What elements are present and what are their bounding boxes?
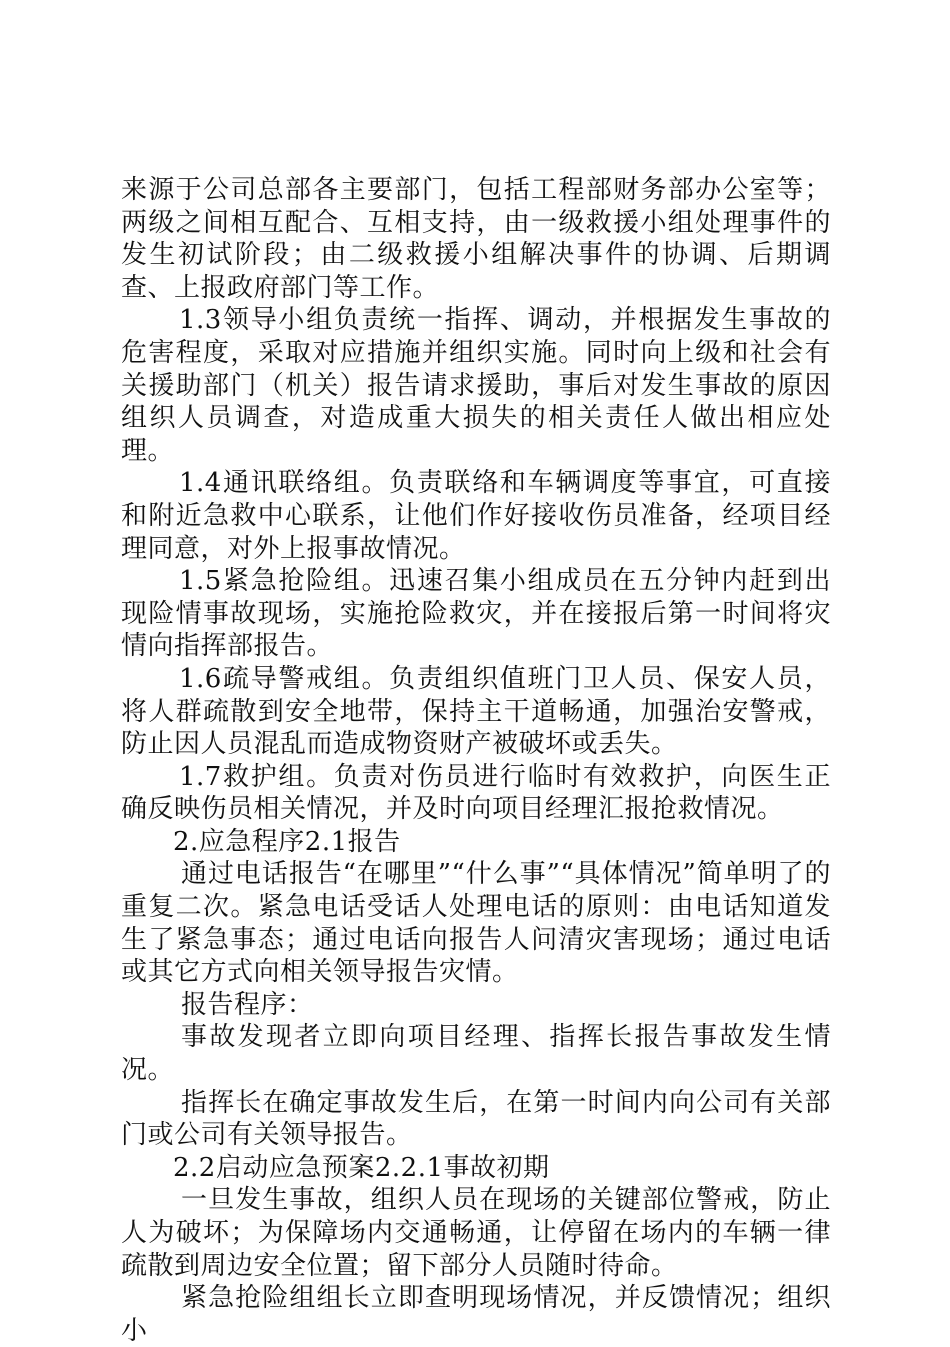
section-heading-start-plan: 2.2启动应急预案2.2.1事故初期 [173, 1152, 550, 1183]
paragraph-initial-actions: 一旦发生事故，组织人员在现场的关键部位警戒，防止人为破坏；为保障场内交通畅通，让停留在场内的车辆一律疏散到周边安全位置；留下部分人员随时待命。 [121, 1185, 831, 1281]
paragraph-continuation: 来源于公司总部各主要部门，包括工程部财务部办公室等；两级之间相互配合、互相支持，由一级救援小组处理事件的发生初试阶段；由二级救援小组解决事件的协调、后期调查、上报政府部门等工作。 [121, 175, 831, 303]
document-body [121, 174, 831, 1347]
section-heading-emergency-procedure: 2.应急程序2.1报告 [173, 826, 401, 857]
paragraph-emergency-rescue-group: 1.5紧急抢险组。迅速召集小组成员在五分钟内赶到出现险情事故现场，实施抢险救灾，并在接报后第一时间将灾情向指挥部报告。 [121, 566, 831, 662]
paragraph-first-aid-group: 1.7救护组。负责对伤员进行临时有效救护，向医生正确反映伤员相关情况，并及时向项目经理汇报抢救情况。 [121, 761, 831, 825]
paragraph-rescue-leader: 紧急抢险组组长立即查明现场情况，并反馈情况；组织小 [121, 1283, 831, 1346]
paragraph-discoverer-report: 事故发现者立即向项目经理、指挥长报告事故发生情况。 [121, 1022, 831, 1086]
paragraph-commander-report: 指挥长在确定事故发生后，在第一时间内向公司有关部门或公司有关领导报告。 [121, 1087, 831, 1151]
paragraph-phone-report: 通过电话报告“在哪里”“什么事”“具体情况”简单明了的重复二次。紧急电话受话人处理电话的原则：由电话知道发生了紧急事态；通过电话向报告人问清灾害现场；通过电话或其它方式向相关领导报告灾情。 [121, 859, 831, 988]
paragraph-communication-group: 1.4通讯联络组。负责联络和车辆调度等事宜，可直接和附近急救中心联系，让他们作好接收伤员准备，经项目经理同意，对外上报事故情况。 [121, 468, 831, 564]
paragraph-guard-group: 1.6疏导警戒组。负责组织值班门卫人员、保安人员，将人群疏散到安全地带，保持主干道畅通，加强治安警戒，防止因人员混乱而造成物资财产被破坏或丢失。 [121, 663, 831, 760]
paragraph-leadership-group: 1.3领导小组负责统一指挥、调动，并根据发生事故的危害程度，采取对应措施并组织实施。同时向上级和社会有关援助部门（机关）报告请求援助，事后对发生事故的原因组织人员调查，对造成重大损失的相关责任人做出相应处理。 [121, 305, 831, 466]
paragraph-report-procedure-label: 报告程序： [181, 989, 314, 1020]
